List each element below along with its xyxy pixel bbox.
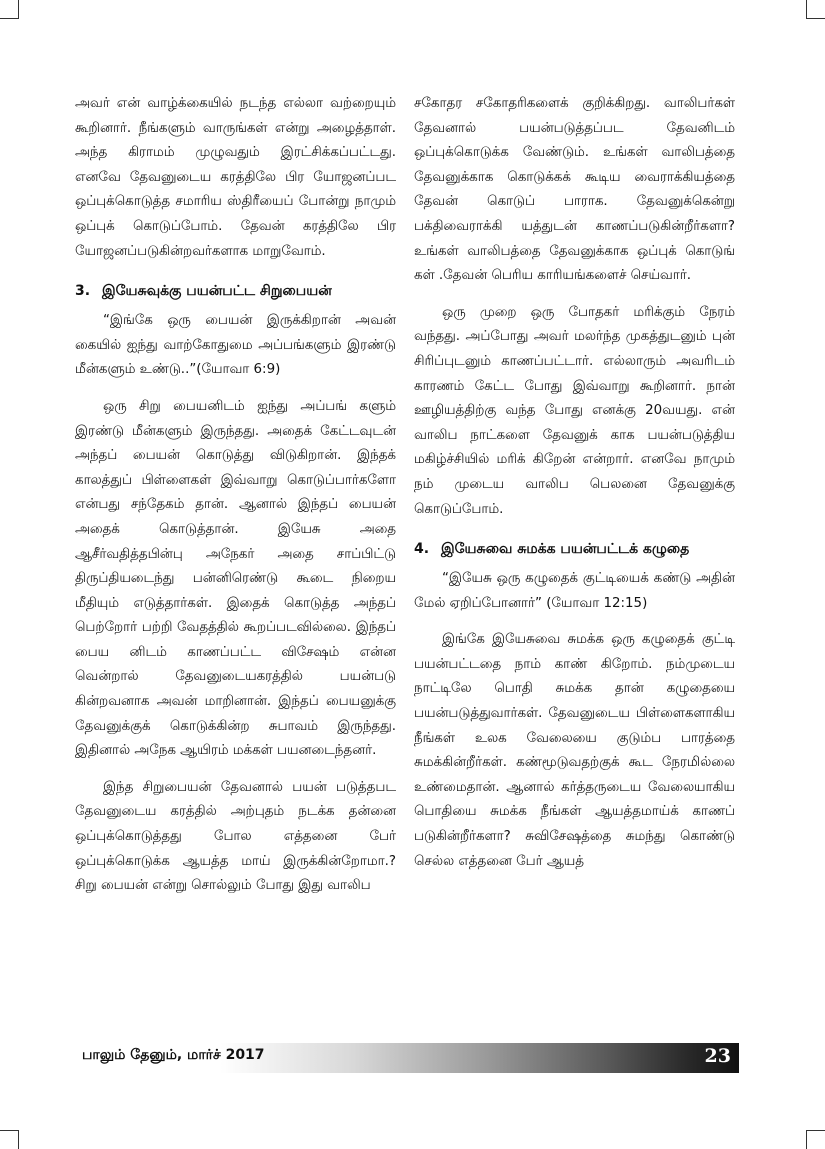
- section-number: 3.: [75, 283, 91, 300]
- crop-mark-top-left: [0, 0, 19, 19]
- magazine-issue: பாலும் தேனும், மார்ச் 2017: [82, 1047, 265, 1063]
- right-paragraph-1: சகோதர சகோதரிகளைக் குறிக்கிறது. வாலிபர்கள் தேவனால் பயன்படுத்தப்பட தேவனிடம் ஒப்புக்கொடுக்க வேண்டும். உங்கள் வாலிபத்தை தேவனுக்காக கொடுக்கக் கூடிய வைராக்கியத்தை தேவன் கொடுப் பாராக. தேவனுக்கென்று பக்திவைராக்கி யத்துடன் காணப்படுகின்றீர்களா? உங்கள் வாலிபத்தை தேவனுக்காக ஒப்புக் கொடுங் கள் .தேவன் பெரிய காரியங்களைச் செய்வார்.: [414, 96, 735, 284]
- right-paragraph-3: இங்கே இயேசுவை சுமக்க ஒரு கழுதைக் குட்டி பயன்பட்டதை நாம் காண் கிறோம். நம்முடைய நாட்டிலே பொதி சுமக்க தான் கழுதையை பயன்படுத்துவார்கள். தேவனுடைய பிள்ளைகளாகிய நீங்கள் உலக வேலையை குடும்ப பாரத்தை சுமக்கின்றீர்கள். கண்மூடுவதற்குக் கூட நேரமில்லை உண்மைதான். ஆனால் கர்த்தருடைய வேலையாகிய பொதியை சுமக்க நீங்கள் ஆயத்தமாய்க் காணப் படுகின்றீர்களா? சுவிசேஷத்தை சுமந்து கொண்டு செல்ல எத்தனை பேர் ஆயத்: [414, 632, 735, 869]
- left-column: [75, 92, 396, 899]
- bible-quote: “இயேசு ஒரு கழுதைக் குட்டியைக் கண்டு அதின் மேல் ஏறிப்போனார்” (யோவா 12:15): [414, 571, 735, 611]
- crop-mark-bottom-left: [0, 1130, 19, 1149]
- section-title: இயேசுவுக்கு பயன்பட்ட சிறுபையன்: [102, 283, 332, 300]
- left-paragraph-1: அவர் என் வாழ்க்கையில் நடந்த எல்லா வற்றையும் கூறினார். நீங்களும் வாருங்கள் என்று அழைத்தாள். அந்த கிராமம் முழுவதும் இரட்சிக்கப்பட்டது. எனவே தேவனுடைய கரத்திலே பிர யோஜனப்பட ஒப்புக்கொடுத்த சமாரிய ஸ்திரீயைப் போன்று நாமும் ஒப்புக் கொடுப்போம். தேவன் கரத்திலே பிர யோஜனப்படுகின்றவர்களாக மாறுவோம்.: [75, 96, 396, 259]
- section-heading-4: [414, 538, 735, 561]
- crop-mark-top-right: [806, 0, 825, 19]
- page-footer: [74, 1043, 739, 1073]
- section-number: 4.: [414, 541, 430, 558]
- section-title: இயேசுவை சுமக்க பயன்பட்டக் கழுதை: [441, 541, 690, 558]
- right-paragraph-2: ஒரு முறை ஒரு போதகர் மரிக்கும் நேரம் வந்தது. அப்போது அவர் மலர்ந்த முகத்துடனும் புன் சிரிப்புடனும் காணப்பட்டார். எல்லாரும் அவரிடம் காரணம் கேட்ட போது இவ்வாறு கூறினார். நான் ஊழியத்திற்கு வந்த போது எனக்கு 20வயது. என் வாலிப நாட்களை தேவனுக் காக பயன்படுத்திய மகிழ்ச்சியில் மரிக் கிறேன் என்றார். எனவே நாமும் நம் முடைய வாலிப பெலனை தேவனுக்கு கொடுப்போம்.: [414, 304, 735, 517]
- bible-quote: “இங்கே ஒரு பையன் இருக்கிறான் அவன் கையில் ஐந்து வாற்கோதுமை அப்பங்களும் இரண்டு மீன்களும் உண்டு..”(யோவா 6:9): [75, 313, 396, 378]
- left-paragraph-3: இந்த சிறுபையன் தேவனால் பயன் படுத்தபட தேவனுடைய கரத்தில் அற்புதம் நடக்க தன்னை ஒப்புக்கொடுத்தது போல எத்தனை பேர் ஒப்புக்கொடுக்க ஆயத்த மாய் இருக்கின்றோமா.? சிறு பையன் என்று சொல்லும் போது இது வாலிப: [75, 779, 396, 894]
- left-paragraph-2: ஒரு சிறு பையனிடம் ஐந்து அப்பங் களும் இரண்டு மீன்களும் இருந்தது. அதைக் கேட்டவுடன் அந்தப் பையன் கொடுத்து விடுகிறான். இந்தக் காலத்துப் பிள்ளைகள் இவ்வாறு கொடுப்பார்களோ என்பது சந்தேகம் தான். ஆனால் இந்தப் பையன் அதைக் கொடுத்தான். இயேசு அதை ஆசீர்வதித்தபின்பு அநேகர் அதை சாப்பிட்டு திருப்தியடைந்து பன்னிரெண்டு கூடை நிறைய மீதியும் எடுத்தார்கள். இதைக் கொடுத்த அந்தப் பெற்றோர் பற்றி வேதத்தில் கூறப்படவில்லை. இந்தப் பைய னிடம் காணப்பட்ட விசேஷம் என்ன வென்றால் தேவனுடையகரத்தில் பயன்படு கின்றவனாக அவன் மாறினான். இந்தப் பையனுக்கு தேவனுக்குக் கொடுக்கின்ற சுபாவம் இருந்தது. இதினால் அநேக ஆயிரம் மக்கள் பயனடைந்தனர்.: [75, 398, 396, 759]
- crop-mark-bottom-right: [806, 1130, 825, 1149]
- page-number: 23: [704, 1045, 731, 1067]
- section-heading-3: [75, 280, 396, 303]
- right-column: [414, 92, 735, 874]
